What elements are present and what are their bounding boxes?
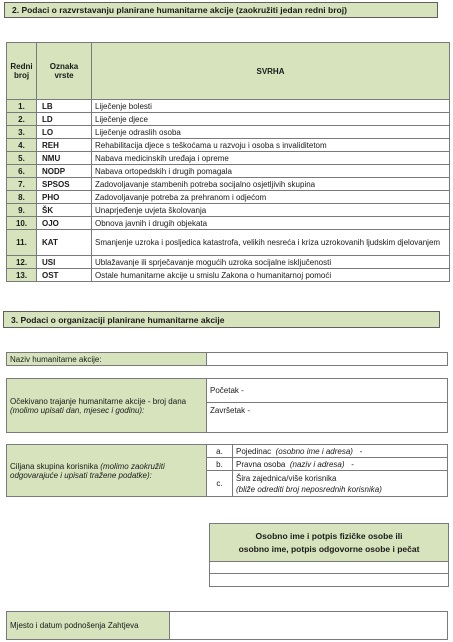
naziv-input[interactable] — [207, 353, 448, 366]
option-c-note: (bliže odrediti broj neposrednih korisnika) — [236, 484, 382, 494]
row-purpose: Nabava medicinskih uređaja i opreme — [92, 152, 450, 165]
table-row[interactable] — [7, 100, 450, 113]
ciljana-label-text: Ciljana skupina korisnika — [10, 461, 99, 471]
naziv-table — [6, 352, 448, 366]
row-code: LD — [37, 113, 92, 126]
trajanje-label-text: Očekivano trajanje humanitarne akcije - broj dana — [10, 396, 187, 406]
option-a-note: (osobno ime i adresa) — [275, 446, 353, 456]
row-number: 5. — [7, 152, 37, 165]
potpis-header — [210, 524, 449, 562]
col-header-oznaka-vrste: Oznaka vrste — [37, 43, 92, 100]
row-purpose: Liječenje odraslih osoba — [92, 126, 450, 139]
mjesto-label: Mjesto i datum podnošenja Zahtjeva — [7, 612, 170, 640]
ciljana-table — [6, 444, 448, 497]
row-number: 13. — [7, 269, 37, 282]
row-code: LO — [37, 126, 92, 139]
table-row[interactable] — [7, 178, 450, 191]
table-row[interactable] — [7, 113, 450, 126]
option-c-letter[interactable]: c. — [207, 471, 233, 497]
row-code: REH — [37, 139, 92, 152]
table-row[interactable] — [7, 152, 450, 165]
row-purpose: Smanjenje uzroka i posljedica katastrofa, velikih nesreća i kriza uzrokovanih ljudskim djelovanjem — [92, 230, 450, 256]
col-header-redni-broj: Redni broj — [7, 43, 37, 100]
option-b-note: (naziv i adresa) — [289, 459, 345, 469]
row-number: 7. — [7, 178, 37, 191]
section-3-title-text: 3. Podaci o organizaciji planirane humanitarne akcije — [11, 314, 225, 325]
row-number: 2. — [7, 113, 37, 126]
row-number: 6. — [7, 165, 37, 178]
row-number: 12. — [7, 256, 37, 269]
row-purpose: Ublažavanje ili sprječavanje mogućih uzroka socijalne isključenosti — [92, 256, 450, 269]
mjesto-table — [6, 611, 448, 640]
section-3-title — [3, 311, 440, 328]
table-row[interactable] — [7, 204, 450, 217]
row-code: ŠK — [37, 204, 92, 217]
option-b-letter[interactable]: b. — [207, 458, 233, 471]
section-2-title-text: 2. Podaci o razvrstavanju planirane humanitarne akcije (zaokružiti jedan redni broj) — [12, 5, 347, 15]
row-purpose: Zadovoljavanje potreba za prehranom i odjećom — [92, 191, 450, 204]
potpis-line-2: osobno ime, potpis odgovorne osobe i pečat — [238, 543, 420, 554]
row-number: 10. — [7, 217, 37, 230]
option-a-suffix: - — [359, 446, 363, 456]
row-purpose: Zadovoljavanje stambenih potreba socijalno osjetljivih skupina — [92, 178, 450, 191]
row-number: 11. — [7, 230, 37, 256]
row-purpose: Unaprjeđenje uvjeta školovanja — [92, 204, 450, 217]
table-row[interactable] — [7, 165, 450, 178]
row-purpose: Nabava ortopedskih i drugih pomagala — [92, 165, 450, 178]
trajanje-note: (molimo upisati dan, mjesec i godinu): — [10, 405, 145, 415]
table-row[interactable] — [7, 217, 450, 230]
row-purpose: Obnova javnih i drugih objekata — [92, 217, 450, 230]
row-code: SPSOS — [37, 178, 92, 191]
mjesto-input[interactable] — [170, 612, 448, 640]
row-code: LB — [37, 100, 92, 113]
ciljana-label — [7, 445, 207, 497]
row-number: 9. — [7, 204, 37, 217]
section-2-title — [4, 2, 438, 18]
table-row[interactable] — [7, 139, 450, 152]
option-b-text: Pravna osoba — [236, 459, 286, 469]
potpis-table — [209, 523, 449, 587]
row-purpose: Rehabilitacija djece s teškoćama u razvoju i osoba s invaliditetom — [92, 139, 450, 152]
potpis-field-2[interactable] — [210, 574, 449, 587]
ciljana-note: (molimo zaokružiti odgovarajuće i upisati tražene podatke): — [10, 461, 165, 480]
table-header-row — [7, 43, 450, 100]
naziv-label: Naziv humanitarne akcije: — [7, 353, 207, 366]
row-code: PHO — [37, 191, 92, 204]
option-c[interactable] — [233, 471, 448, 497]
row-code: OST — [37, 269, 92, 282]
table-row[interactable] — [7, 256, 450, 269]
classification-table — [6, 42, 450, 282]
row-code: OJO — [37, 217, 92, 230]
row-purpose: Liječenje djece — [92, 113, 450, 126]
col-header-svrha: SVRHA — [92, 43, 450, 100]
trajanje-table — [6, 378, 448, 433]
potpis-line-1: Osobno ime i potpis fizičke osobe ili — [255, 530, 403, 541]
potpis-field-1[interactable] — [210, 562, 449, 574]
table-row[interactable] — [7, 269, 450, 282]
option-c-text: Šira zajednica/više korisnika — [236, 473, 337, 483]
pocetak-field[interactable]: Početak - — [207, 379, 448, 403]
table-row[interactable] — [7, 230, 450, 256]
zavrsetak-field[interactable]: Završetak - — [207, 403, 448, 433]
row-code: NMU — [37, 152, 92, 165]
row-number: 4. — [7, 139, 37, 152]
row-code: KAT — [37, 230, 92, 256]
option-b[interactable] — [233, 458, 448, 471]
row-number: 3. — [7, 126, 37, 139]
row-code: USI — [37, 256, 92, 269]
row-number: 8. — [7, 191, 37, 204]
option-a-letter[interactable]: a. — [207, 445, 233, 458]
trajanje-label — [7, 379, 207, 433]
option-b-suffix: - — [351, 459, 354, 469]
option-a-text: Pojedinac — [236, 446, 272, 456]
row-number: 1. — [7, 100, 37, 113]
row-purpose: Liječenje bolesti — [92, 100, 450, 113]
table-row[interactable] — [7, 126, 450, 139]
row-code: NODP — [37, 165, 92, 178]
table-row[interactable] — [7, 191, 450, 204]
row-purpose: Ostale humanitarne akcije u smislu Zakona o humanitarnoj pomoći — [92, 269, 450, 282]
option-a[interactable] — [233, 445, 448, 458]
